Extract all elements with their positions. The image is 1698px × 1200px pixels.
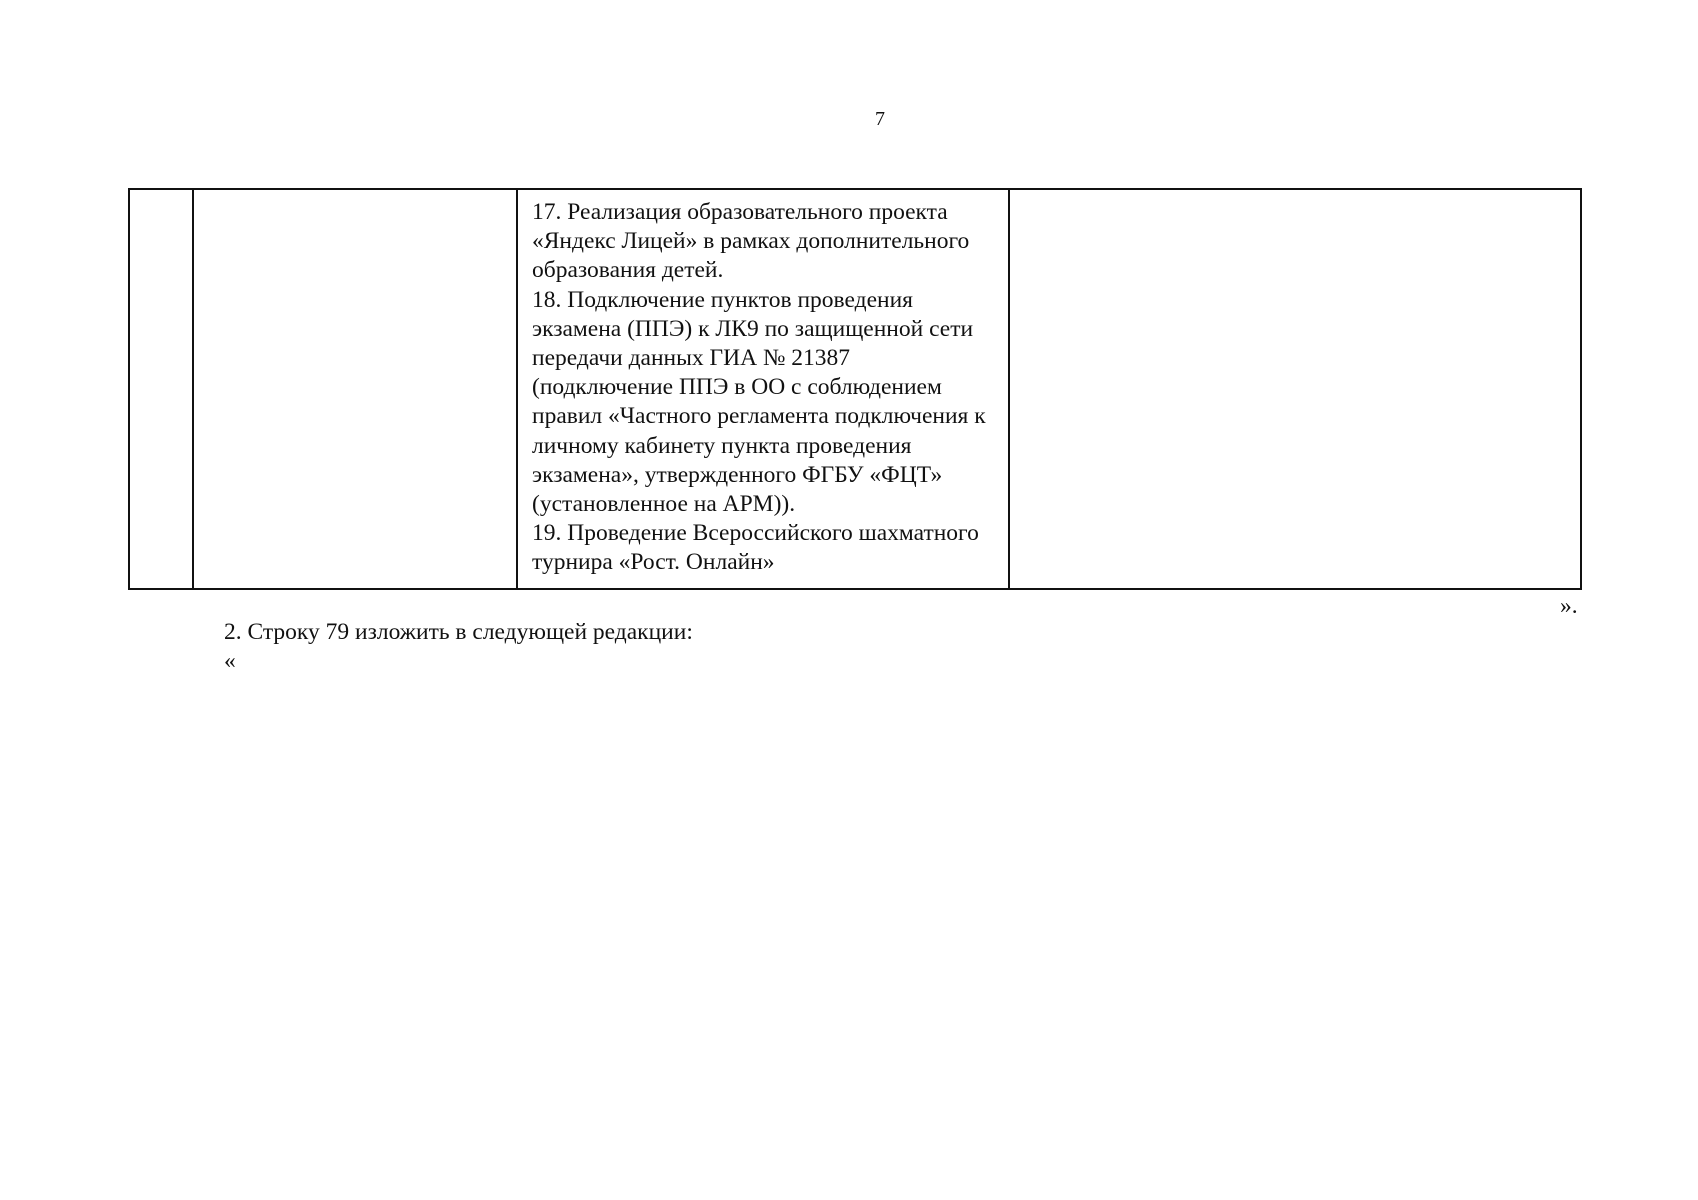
table-cell-notes xyxy=(1009,189,1581,589)
table-cell-activities xyxy=(517,189,1009,589)
page-number: 7 xyxy=(875,108,885,130)
table-cell-number xyxy=(129,189,193,589)
amendment-paragraph: 2. Строку 79 изложить в следующей редакции: xyxy=(224,619,693,645)
table-row xyxy=(129,189,1581,589)
opening-quote: « xyxy=(224,648,236,674)
table-cell-name xyxy=(193,189,517,589)
activity-item-19: 19. Проведение Всероссийского шахматного турнира «Рост. Онлайн» xyxy=(532,520,979,576)
closing-quote: ». xyxy=(1560,593,1578,619)
activity-item-18: 18. Подключение пунктов проведения экзамена (ППЭ) к ЛК9 по защищенной сети передачи данных ГИА № 21387 (подключение ППЭ в ОО с соблюдением правил «Частного регламента подключения к личному кабинету пункта проведения экзамена», утвержденного ФГБУ «ФЦТ» (установленное на АРМ)). xyxy=(532,286,986,518)
amendment-table xyxy=(128,188,1582,590)
activity-item-17: 17. Реализация образовательного проекта «Яндекс Лицей» в рамках дополнительного образования детей. xyxy=(532,199,970,284)
